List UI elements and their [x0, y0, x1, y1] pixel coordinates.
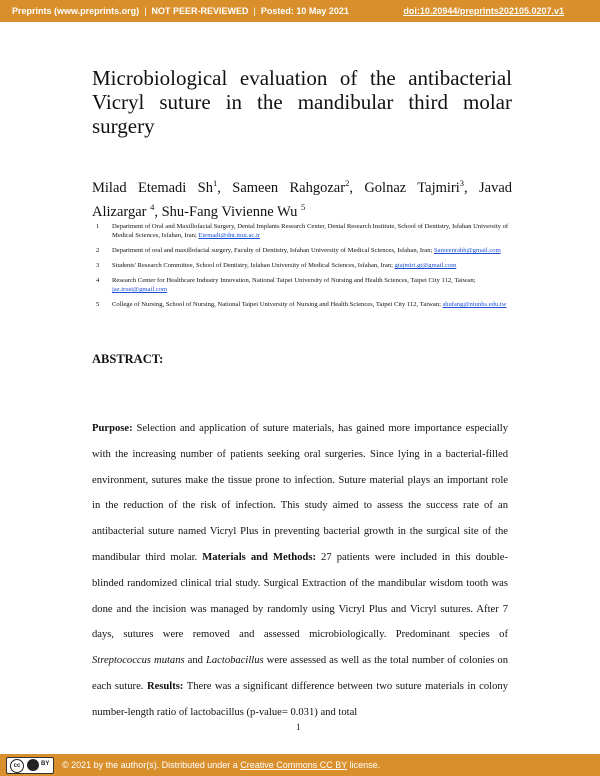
- author-email-link[interactable]: jaz.trust@gmail.com: [112, 286, 168, 293]
- conjunction: and: [184, 655, 206, 667]
- license-suffix: license.: [347, 760, 381, 770]
- methods-text: 27 patients were included in this double-blinded randomized clinical trial study. Surgical Extraction of the mandibular wisdom tooth was done and the incision was managed by randomly using Vicryl Plus and Vicryl sutures. After 7 days, sutures were removed and assessed microbiologically. Predominant species of: [92, 551, 508, 641]
- results-label: Results:: [146, 680, 184, 692]
- preprints-site-link[interactable]: Preprints (www.preprints.org): [12, 6, 140, 16]
- affiliation-list: [92, 222, 512, 315]
- license-link[interactable]: Creative Commons CC BY: [240, 760, 348, 770]
- affiliation-number: 1: [96, 223, 100, 230]
- affiliation-number: 3: [96, 262, 100, 269]
- affiliation-number: 2: [96, 247, 100, 254]
- author-email-link[interactable]: Sameenrahh@gmail.com: [434, 247, 501, 254]
- license-prefix: © 2021 by the author(s). Distributed under a: [62, 760, 241, 770]
- license-text: [62, 760, 380, 770]
- paper-title: Microbiological evaluation of the antibacterial Vicryl suture in the mandibular third molar surgery: [92, 66, 512, 138]
- header-info: Preprints (www.preprints.org) | NOT PEER-REVIEWED | Posted: 10 May 2021: [12, 6, 349, 16]
- author-name: Javad Alizargar: [92, 179, 513, 220]
- affiliation-text: Department of oral and maxillofacial surgery, Faculty of Dentistry, Isfahan University of Medical Sciences, Isfahan, Iran;: [112, 247, 435, 254]
- preprint-header-bar: [0, 0, 600, 22]
- author-affiliation-mark: 4: [150, 201, 155, 212]
- author-email-link[interactable]: gtajmiri.gt@gmail.com: [394, 262, 457, 269]
- author-affiliation-mark: 5: [301, 201, 306, 212]
- affiliation-text: Research Center for Healthcare Industry Innovation, National Taipei University of Nursing and Health Sciences, Taipei City 112, Taiwan;: [112, 277, 476, 284]
- affiliation-text: Department of Oral and Maxillofacial Surgery, Dental Implants Research Center, Dental Research Institute, School of Dentistry, Isfahan University of Medical Sciences, Isfahan, Iran;: [112, 223, 509, 239]
- methods-label: Materials and Methods:: [202, 551, 316, 563]
- author-name: Shu-Fang Vivienne Wu: [161, 203, 301, 220]
- page-number: 1: [296, 722, 301, 732]
- doi-link[interactable]: doi:10.20944/preprints202105.0207.v1: [403, 6, 564, 16]
- license-footer-bar: [0, 754, 600, 776]
- species-name: Streptococcus mutans: [92, 655, 185, 667]
- attribution-person-icon: [27, 759, 39, 771]
- author-email-link[interactable]: Etemadi@dnt.mui.ac.ir: [198, 232, 260, 239]
- affiliation-item: [92, 276, 512, 294]
- abstract-heading: ABSTRACT:: [92, 352, 164, 366]
- affiliation-text: Students' Research Committee, School of Dentistry, Isfahan University of Medical Sciences, Isfahan, Iran;: [112, 262, 395, 269]
- purpose-text: Selection and application of suture materials, has gained more importance especially with the increasing number of patients seeking oral surgeries. Since lying in a bacterial-filled environment, sutures make the tissue prone to infection. Suture material plays an important role in the reduction of the risk of infection. This study aimed to assess the success rate of an antibacterial suture named Vicryl Plus in preventing bacterial growth in the surgical site of the mandibular third molar.: [92, 423, 508, 563]
- peer-review-status: NOT PEER-REVIEWED: [151, 6, 249, 16]
- affiliation-number: 4: [96, 277, 100, 284]
- posted-date: Posted: 10 May 2021: [260, 6, 349, 16]
- affiliation-item: [92, 222, 512, 240]
- author-affiliation-mark: 3: [459, 178, 465, 188]
- affiliation-text: College of Nursing, School of Nursing, National Taipei University of Nursing and Health Sciences, Taipei City 112, Taiwan;: [112, 301, 443, 308]
- affiliation-item: [92, 246, 512, 255]
- author-affiliation-mark: 1: [213, 178, 218, 188]
- affiliation-number: 5: [96, 301, 100, 308]
- author-email-link[interactable]: shufang@ntunhs.edu.tw: [442, 301, 507, 308]
- species-name: Lactobacillus: [205, 655, 264, 667]
- author-affiliation-mark: 2: [345, 178, 350, 188]
- abstract-body: [92, 416, 508, 726]
- purpose-label: Purpose:: [92, 423, 133, 434]
- author-name: Golnaz Tajmiri: [364, 179, 460, 196]
- author-list: Milad Etemadi Sh$^1$, Sameen Rahgozar$^2$, Golnaz Tajmiri$^3$, Javad Alizargar $^4$, Shu-Fang Vivienne Wu $^5$: [92, 178, 513, 220]
- cc-logo-icon: cc: [10, 759, 24, 773]
- affiliation-item: [92, 300, 512, 309]
- results-text: There was a significant difference between two suture materials in colony number-length ratio of lactobacillus (p-value= 0.031) and total: [92, 680, 508, 718]
- author-name: Milad Etemadi Sh: [92, 179, 213, 196]
- author-name: Sameen Rahgozar: [232, 179, 346, 196]
- affiliation-item: [92, 261, 512, 270]
- methods-text: were assessed as well as the total number of colonies on each suture.: [92, 655, 509, 692]
- by-label: BY: [41, 761, 50, 767]
- cc-by-badge-icon[interactable]: [6, 757, 54, 774]
